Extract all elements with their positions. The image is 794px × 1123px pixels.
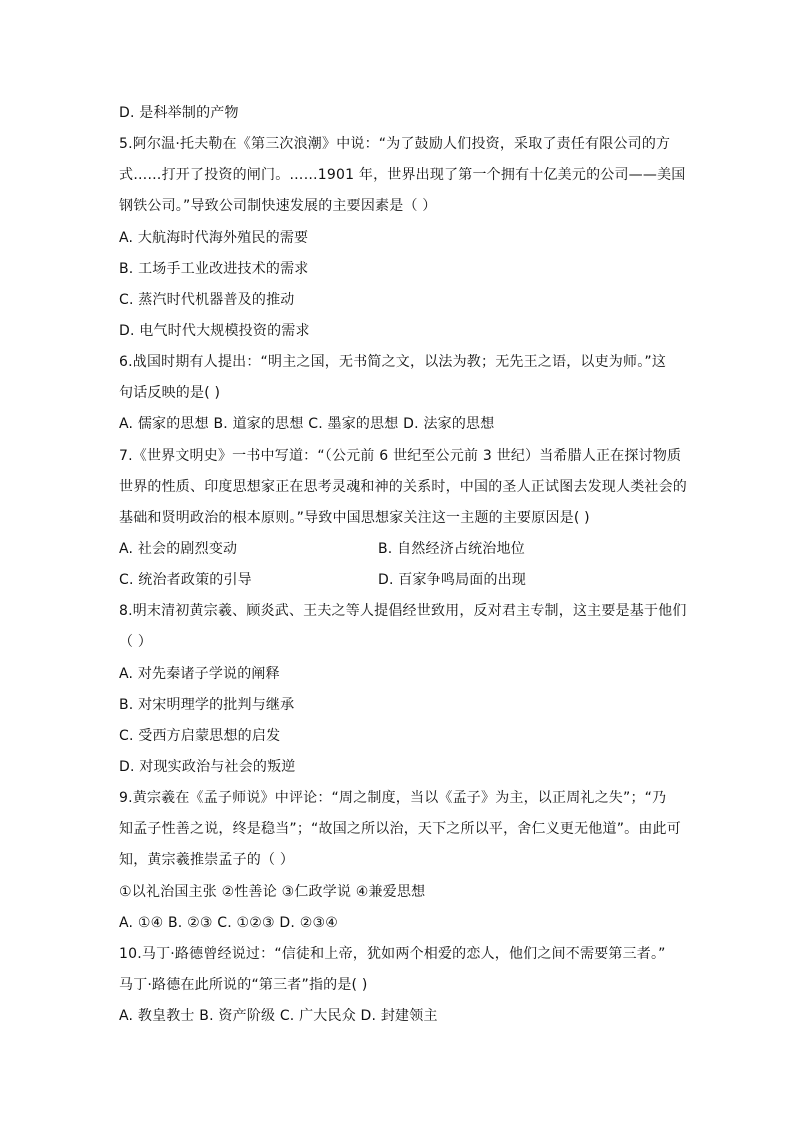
q8-stem-line-2: （ ） xyxy=(119,634,153,650)
q9-stem-line-1: 9.黄宗羲在《孟子师说》中评论：“周之制度，当以《孟子》为主，以正周礼之失”；“乃 xyxy=(119,790,667,806)
q5-stem-line-1: 5.阿尔温·托夫勒在《第三次浪潮》中说：“为了鼓励人们投资，采取了责任有限公司的方 xyxy=(119,136,671,152)
q8-option-b: B. 对宋明理学的批判与继承 xyxy=(119,697,295,713)
q7-option-c: C. 统治者政策的引导 xyxy=(119,572,252,588)
q5-stem-line-2: 式……打开了投资的闸门。……1901 年，世界出现了第一个拥有十亿美元的公司——美国 xyxy=(119,167,686,183)
q8-option-a: A. 对先秦诸子学说的阐释 xyxy=(119,666,280,682)
q9-statements: ①以礼治国主张 ②性善论 ③仁政学说 ④兼爱思想 xyxy=(119,884,426,900)
q7-option-b: B. 自然经济占统治地位 xyxy=(378,541,525,557)
q8-option-c: C. 受西方启蒙思想的启发 xyxy=(119,728,281,744)
q9-stem-line-3: 知，黄宗羲推崇孟子的（ ） xyxy=(119,852,295,868)
q9-stem-line-2: 知孟子性善之说，终是稳当”；“故国之所以治，天下之所以平，舍仁义更无他道”。由此可 xyxy=(119,821,681,837)
q9-options: A. ①④ B. ②③ C. ①②③ D. ②③④ xyxy=(119,915,338,931)
q10-stem-line-2: 马丁·路德在此所说的“第三者”指的是( ) xyxy=(119,977,368,993)
q7-stem-line-3: 基础和贤明政治的根本原则。”导致中国思想家关注这一主题的主要原因是( ) xyxy=(119,510,590,526)
q5-option-d: D. 电气时代大规模投资的需求 xyxy=(119,323,310,339)
q5-stem-line-3: 钢铁公司。”导致公司制快速发展的主要因素是（ ） xyxy=(119,198,437,214)
q6-stem-line-2: 句话反映的是( ) xyxy=(119,385,221,401)
q10-stem-line-1: 10.马丁·路德曾经说过：“信徒和上帝，犹如两个相爱的恋人，他们之间不需要第三者。” xyxy=(119,946,666,962)
q7-stem-line-2: 世界的性质、印度思想家正在思考灵魂和神的关系时，中国的圣人正试图去发现人类社会的 xyxy=(119,479,687,495)
q4-option-d: D. 是科举制的产物 xyxy=(119,105,239,121)
q8-option-d: D. 对现实政治与社会的叛逆 xyxy=(119,759,296,775)
q6-options: A. 儒家的思想 B. 道家的思想 C. 墨家的思想 D. 法家的思想 xyxy=(119,416,495,432)
q6-stem-line-1: 6.战国时期有人提出：“明主之国，无书简之文，以法为教；无先王之语，以吏为师。”这 xyxy=(119,354,667,370)
q5-option-c: C. 蒸汽时代机器普及的推动 xyxy=(119,292,295,308)
q5-option-b: B. 工场手工业改进技术的需求 xyxy=(119,261,309,277)
q7-option-d: D. 百家争鸣局面的出现 xyxy=(378,572,527,588)
q5-option-a: A. 大航海时代海外殖民的需要 xyxy=(119,230,309,246)
q8-stem-line-1: 8.明末清初黄宗羲、顾炎武、王夫之等人提倡经世致用，反对君主专制，这主要是基于他们 xyxy=(119,603,687,619)
q7-option-a: A. 社会的剧烈变动 xyxy=(119,541,238,557)
q7-stem-line-1: 7.《世界文明史》一书中写道：“（公元前 6 世纪至公元前 3 世纪）当希腊人正在探讨物质 xyxy=(119,448,682,464)
q10-options: A. 教皇教士 B. 资产阶级 C. 广大民众 D. 封建领主 xyxy=(119,1008,438,1024)
